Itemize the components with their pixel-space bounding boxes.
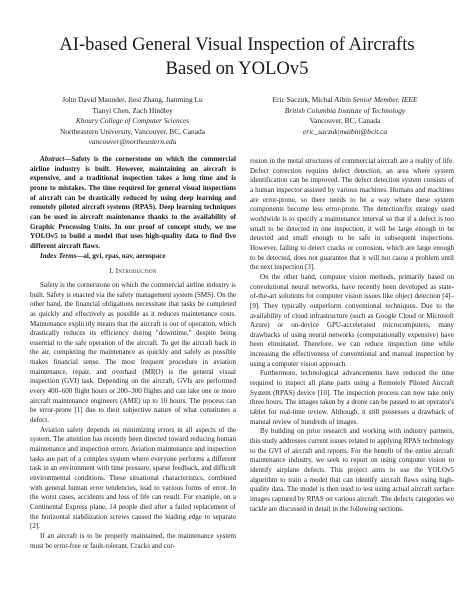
author-names-line-2: Tianyi Chen, Zach Hindley [92,105,173,115]
paragraph: On the other hand, computer vision methods, primarily based on convolutional neural networks, have recently been developed as state-of-the-art solutions for computer vision issues like object detection [4]–[9]. They typically outperform conventional techniques. Due to the availability of cloud infrastructure (such as Google Cloud or Microsoft Azure) or on-device GPU-accelerated microcomputers, many drawbacks of using neural networks (computationally expensive) have been eliminated. Therefore, we can reduce inspection time while increasing the effectiveness of conventional and manual inspection by using a computer vision approach. [250,272,454,368]
paragraph: By building on prior research and working with industry partners, this study addresses current issues related to applying RPAS technology to the GVI of aircraft and reports. For the benefit of the entire aircraft maintenance industry, we seek to report on using computer vision to identify airplane defects. This project aims to use the YOLOv5 algorithm to train a model that can identify aircraft flaws using high-quality data. The model is then used to test using actual aircraft surface images captured by RPAS on various aircraft. The defects categories we tackle are discussed in detail in the following sections. [250,427,454,513]
paper-title-line-1: AI-based General Visual Inspection of Aircrafts [59,34,415,55]
author-email: eric_saczuk|maibin@bcit.ca [302,126,388,136]
author-affiliation: Khoury College of Computer Sciences [75,116,190,126]
paragraph: rosion in the metal structures of commercial aircraft are a reality of life. Defect correction requires defect detection, an area where system identification can be improved. The defect detection system consists of a human inspector assisted by various machines. Humans and machines are error-prone, so there needs to be a way where these system components become less error-prone. The detection/fix strategy used worldwide is to specify a maintenance interval so that if a defect is too small to be detected in one inspection, it will be large enough to be detected and small enough to be safe in subsequent inspections. However, failing to detect cracks or corrosion, which are large enough to be detected, does not guarantee that it will not cause a problem until the next inspection [3]. [250,157,454,272]
left-column [30,155,236,551]
paragraph: Aviation safety depends on minimizing errors in all aspects of the system. The attention has recently been directed toward reducing human maintenance and inspection errors. Aviation maintenance and inspection tasks are part of a complex system where everyone performs a different task in an environment with time pressure, sparse feedback, and difficult environmental conditions. These situational characteristics, combined with general human error tendencies, lead to various forms of error. In the worst cases, accidents and loss of life can result. For example, on a Continental Express plane, 14 people died after a failed replacement of the horizontal stabilization screws caused the leading edge to separate [2]. [30,425,236,531]
right-column [250,157,454,514]
index-terms-text: —ai, gvi, rpas, uav, aerospace [76,251,166,260]
author-names: Eric Saczuk, Michal Aibin [272,95,351,104]
index-terms-label: Index Terms [40,251,77,260]
paragraph: Furthermore, technological advancements have reduced the time required to inspect all plane parts using a Remotely Piloted Aircraft System (RPAS) device [10]. The inspection process can now take only three hours. The images taken by a drone can be passed to an operator's tablet for real-time review. Although, it still possesses a drawback of manual review of hundreds of images. [250,369,454,426]
abstract [30,155,236,252]
author-block-right [240,95,450,137]
author-block-left [30,95,235,148]
author-names-line [240,95,450,106]
author-email: vancouver@northeastern.edu [88,137,177,147]
index-terms [30,252,236,262]
paper-title-line-2: Based on YOLOv5 [165,58,309,79]
author-address: Northeastern University, Vancouver, BC, Canada [59,126,205,136]
abstract-label: Abstract [40,155,65,163]
author-affiliation: British Columbia Institute of Technology [284,105,406,115]
paragraph: Safety is the cornerstone on which the commercial airline industry is built. Safety is enacted via the safety management system (SMS). On the other hand, the financial obligations necessitate that tasks be completed as quickly and effectively as possible as it reduces maintenance costs. Maintenance explicitly means that the aircraft is out of operation, which drastically reduces its efficiency during "downtime," despite being essential to the safe operation of the aircraft. To get the aircraft back in the air, completing the maintenance as quickly and safely as possible makes financial sense. The most frequent procedure in aviation maintenance, repair, and overhaul (MRO) is the general visual inspection (GVI) task. Depending on the aircraft, GVIs are performed every 400–600 flight hours or 200–300 flights and can take one or more aircraft maintenance engineers (AME) up to 10 hours. The process can be error-prone [1] due to their subjective nature of what constitutes a defect. [30,280,236,425]
author-membership: Senior Member, IEEE [352,95,418,104]
paper-title [20,33,454,81]
section-heading: I. Introduction [109,267,157,276]
paragraph: If an aircraft is to be properly maintained, the maintenance system must be error-free or fault-tolerant. Cracks and cor- [30,531,236,550]
author-names-line-1: John David Maunder, Jiesi Zhang, Jianming Lu [62,95,203,104]
author-address: Vancouver, BC, Canada [309,116,381,126]
abstract-text: —Safety is the cornerstone on which the commercial airline industry is built. However, maintaining an aircraft is expensive, and a traditional inspection takes a long time and is prone to mistakes. The time required for general visual inspections of aircraft can be drastically reduced by using deep learning and remotely piloted aircraft systems (RPAS). Deep learning techniques can be used in aircraft maintenance thanks to the availability of Graphic Processing Units. In our proof of concept study, we use YOLOv5 to build a model that uses high-quality data to find five different aircraft flaws. [30,155,236,250]
